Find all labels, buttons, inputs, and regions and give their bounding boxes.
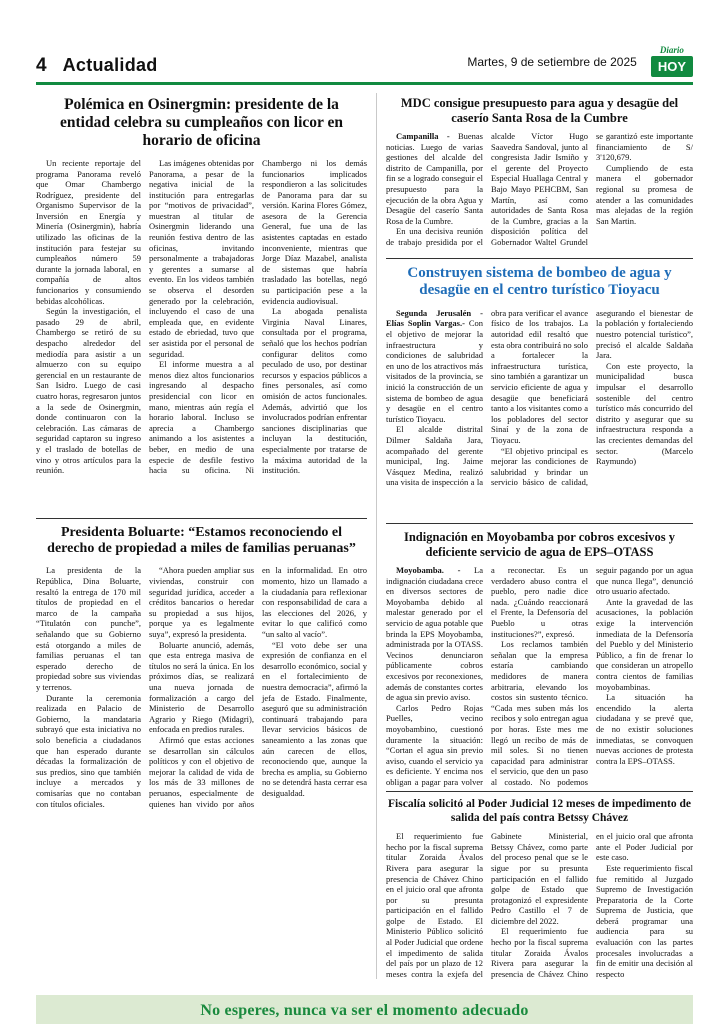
article-fiscalia	[386, 798, 693, 979]
logo-diario-label: Diario	[659, 45, 684, 55]
article-title: Polémica en Osinergmin: presidente de la entidad celebra su cumpleaños con licor en horario de oficina	[59, 96, 344, 149]
article-title: Construyen sistema de bombeo de agua y desagüe en el centro turístico Tioyacu	[407, 265, 672, 299]
article-paragraph: Carlos Pedro Rojas Puelles, vecino moyobambino, cuestionó duramente la situación: “Cortan el agua sin previo aviso, cuando el servicio ya es deficiente. Y encima nos obligan a pagar para volver a reconectar. Es un verdadero abuso contra el pueblo, pero nadie dice nada. ¿Cuándo reaccionará el Frente, la Defensoría del Pueblo u otras instituciones?”, expresó.	[386, 565, 588, 787]
section-divider	[386, 791, 693, 792]
article-paragraph: Las imágenes obtenidas por Panorama, a pesar de la negativa inicial de la institución para entregarlas por “motivos de privacidad”, muestran al titular de Osinergmin liderando una reunión festiva dentro de las oficinas, invitando personalmente a trabajadoras y gerentes a sumarse al evento. En los videos también se observa el desorden generado por la celebración, incluyendo el caso de una empleada que, en evidente estado de ebriedad, tuvo que ser asistida por el personal de seguridad.	[149, 157, 254, 359]
paragraph-text: La indignación ciudadana crece en diversos sectores de Moyobamba debido al malestar generado por el servicio de agua potable que brinda la EPS Moyobamba, administrada por la OTASS. Vecinos denunciaron públicamente cobros excesivos por reconexiones, además de constantes cortes de agua sin previo aviso.	[386, 565, 483, 703]
article-paragraph: La presidenta de la República, Dina Boluarte, resaltó la entrega de 170 mil títulos de propiedad en el marco de la campaña “Titulatón con punche”, señalando que su Gobierno está otorgando a miles de familias peruanas el tan esperado derecho de propiedad sobre sus viviendas y terrenos.	[36, 565, 141, 692]
section-divider	[36, 518, 367, 519]
dateline: Campanilla -	[396, 131, 458, 141]
article-body	[36, 565, 367, 809]
article-body	[386, 565, 693, 787]
section-title: Actualidad	[62, 55, 158, 75]
bottom-banner	[36, 995, 693, 1024]
article-paragraph: La abogada penalista Virginia Naval Linares, consultada por el programa, señaló que los hechos podrían configurar delitos como peculado de uso, por destinar recursos y espacios públicos a fines personales, así como omisión de actos funcionales. Además, advirtió que los involucrados podrían enfrentar sanciones disciplinarias que incluyan la destitución, especialmente por tratarse de la máxima autoridad de la institución.	[262, 306, 367, 476]
article-paragraph: Cumpliendo de esta manera el gobernador regional su promesa de atender a las comunidades mas alejadas de la región San Martin.	[596, 162, 693, 226]
article-paragraph: El requerimiento fue hecho por la fiscal suprema titular Zoraida Ávalos Rivera para asegurar la presencia de Chávez Chino en el juicio oral que afronta ante el Poder Judicial por este caso.	[491, 831, 693, 979]
paragraph-text: Buenas noticias. Luego de varias gestiones del alcalde del distrito de Campanilla, por fin se a logrado conseguir el presupuesto para la ejecución de la obra Agua y Desagüe del caserío Santa Rosa de la Cumbre.	[386, 131, 483, 226]
article-boluarte	[36, 525, 367, 961]
section-divider	[386, 523, 693, 524]
logo-hoy-badge: HOY	[651, 56, 693, 77]
article-paragraph	[386, 308, 483, 425]
article-paragraph: Este requerimiento fiscal fue remitido al Juzgado Supremo de Investigación Preparatoria de la Corte Suprema de Justicia, que deberá programar una audiencia para su evaluación con las partes procesales involucradas a fin de emitir una decisión al respecto	[596, 862, 693, 979]
article-paragraph: Boluarte anunció, además, que esta entrega masiva de títulos no será la única. En los próximos días, se realizará una nueva jornada de formalización a cargo del Ministerio de Desarrollo Agrario y Riego (Midagri), enfocada en predios rurales.	[149, 639, 254, 735]
article-paragraph: La situación ha encendido la alerta ciudadana y se prevé que, de no existir soluciones inmediatas, se convoquen nuevas acciones de protesta contra la EPS–OTASS.	[596, 692, 693, 766]
article-paragraph	[386, 565, 483, 703]
article-title: Indignación en Moyobamba por cobros excesivos y deficiente servicio de agua de EPS–OTASS	[403, 530, 676, 559]
article-paragraph	[386, 131, 483, 226]
dateline: Segunda Jerusalén - Elías Soplin Vargas.-	[386, 307, 483, 329]
article-paragraph: “El voto debe ser una expresión de confianza en el desarrollo económico, social y en el fortalecimiento de nuestra democracia”, afirmó la jefa de Estado. Finalmente, aseguró que su administración continuará trabajando para llevar servicios básicos de saneamiento a las zonas que aún carecen de ellos, reconociendo que, aunque la brecha es amplia, su Gobierno no se detendrá hasta cerrar esa desigualdad.	[262, 639, 367, 798]
article-paragraph: Durante la ceremonia realizada en Palacio de Gobierno, la mandataria subrayó que esta iniciativa no solo beneficia a ciudadanos que han esperado durante décadas la formalización de sus predios, sino que también incluye a mercados y comisarías que no contaban con títulos oficiales.	[36, 692, 141, 809]
article-body	[386, 308, 693, 488]
page-content	[36, 93, 693, 979]
article-paragraph: En una decisiva reunión de trabajo presidida por el alcalde Víctor Hugo Saavedra Sandoval, junto al congresista Jadir Ismiño y el gerente del Proyecto Especial Huallaga Central y Bajo Mayo PEHCBM, San Martín, así como autoridades de Santa Rosa de la Cumbre, gracias a la disposición política del Gobernador Waltel Grundel se garantizó este importante financiamiento de S/ 3'120,679.	[386, 131, 693, 247]
article-paragraph: “El objetivo principal es mejorar las condiciones de salubridad y brindar un servicio básico de calidad, asegurando el bienestar de la población y fortaleciendo nuestro potencial turístico”, precisó el alcalde Saldaña Jara.	[491, 307, 693, 488]
article-body	[36, 158, 367, 476]
section-divider	[386, 258, 693, 259]
article-paragraph: Los reclamos también señalan que la empresa estaría cambiando medidores de manera arbitraria, elevando los costos sin sustento técnico. “Cada mes suben más los recibos y solo entregan agua por horas. Este mes me llegó un recibo de más de mil soles. Si no tienen capacidad para administrar el servicio, que den un paso al costado. No podemos seguir pagando por un agua que nunca llega”, denunció otro usuario afectado.	[491, 565, 693, 787]
article-paragraph: Ante la gravedad de las acusaciones, la población exige la intervención inmediata de la Defensoría del Pueblo y del Ministerio Público, a fin de frenar lo que consideran un atropello contra cientos de familias moyobambinas.	[596, 596, 693, 692]
page-header	[36, 46, 693, 82]
header-left	[36, 55, 158, 77]
right-column	[376, 93, 693, 979]
newspaper-logo	[651, 46, 693, 77]
header-rule	[36, 82, 693, 85]
paragraph-text: Con el objetivo de mejorar la infraestructura y condiciones de salubridad en uno de los atractivos más visitados de la provincia, se inició la construcción de un sistema de bombeo de agua y desagüe en el centro turístico Tioyacu.	[386, 318, 483, 424]
article-title: MDC consigue presupuesto para agua y desagüe del caserío Santa Rosa de la Cumbre	[400, 96, 679, 125]
header-right	[467, 46, 693, 77]
article-tioyacu	[386, 265, 693, 519]
article-body	[386, 831, 693, 979]
article-paragraph: El alcalde distrital Dilmer Saldaña Jara, acompañado del gerente municipal, Ing. Jaime Vásquez Medina, realizó una visita de inspección a la obra para verificar el avance físico de los trabajos. La autoridad edil resaltó que esta obra contribuirá no solo a fortalecer la infraestructura turística, sino también a garantizar un servicio eficiente de agua y desagüe que beneficiará tanto a los visitantes como a los pobladores del sector Sinaí y de la zona de Tioyacu.	[386, 307, 588, 488]
article-paragraph: Según la investigación, el pasado 29 de abril, Chambergo se retiró de su despacho alrededor del mediodía para asistir a un almuerzo con su equipo gerencial en un restaurante de San Isidro. Luego de casi cuatro horas, regresaron juntos a la sede de Osinergmin, donde continuaron con la celebración. Las cámaras de seguridad captaron su ingreso y el traslado de botellas de vino y otros artículos para la reunión.	[36, 306, 141, 476]
article-title: Fiscalía solicitó al Poder Judicial 12 meses de impedimento de salida del país contra Betssy Chávez	[388, 798, 691, 824]
article-title: Presidenta Boluarte: “Estamos reconociendo el derecho de propiedad a miles de familias peruanas”	[47, 525, 356, 557]
banner-text: No esperes, nunca va ser el momento adecuado	[200, 1002, 529, 1020]
article-osinergmin	[36, 96, 367, 514]
article-paragraph: Afirmó que estas acciones se desarrollan sin cálculos políticos y con el objetivo de mejorar la calidad de vida de los más de 33 millones de peruanos, especialmente de quienes han vivido por años en la informalidad. En otro momento, hizo un llamado a la ciudadanía para reflexionar con responsabilidad de cara a las elecciones del 2026, y evitar lo que calificó como “un salto al vacío”.	[149, 565, 367, 809]
article-paragraph: “Ahora pueden ampliar sus viviendas, construir con seguridad jurídica, acceder a créditos bancarios o heredar su propiedad a sus hijos, porque ya es legalmente suya”, expresó la presidenta.	[149, 565, 254, 640]
article-mdc	[386, 96, 693, 254]
dateline: Moyobamba. -	[396, 565, 475, 575]
article-moyobamba	[386, 530, 693, 787]
article-body	[386, 131, 693, 248]
page-number: 4	[36, 55, 47, 76]
article-paragraph: El informe muestra a al menos diez altos funcionarios ingresando al despacho presidencial con licor en mano, mientras aún regía el horario laboral. Incluso se aprecia a Chambergo animando a los asistentes a beber, en medio de una especie de desfile festivo hacia su oficina. Ni Chambergo ni los demás funcionarios implicados respondieron a las solicitudes de Panorama para dar su versión. Karina Flores Gómez, asesora de la Gerencia General, fue una de las asistentes captadas en estado inconveniente, mientras que Jorge Díaz Mazabel, analista de sistemas que habría trasladado las botellas, negó su participación pese a la evidencia audiovisual.	[149, 157, 367, 476]
left-column	[36, 93, 376, 979]
article-paragraph: El requerimiento fue hecho por la fiscal suprema titular Zoraida Ávalos Rivera para asegurar la presencia de Chávez Chino en el juicio oral que afronta por su presunta participación en el fallido golpe de Estado. El Ministerio Público solicitó al Poder Judicial que ordene el impedimento de salida del país por un plazo de 12 meses contra la exjefa del Gabinete Ministerial, Betssy Chávez, como parte del proceso penal que se le sigue por su presunta participación en el fallido golpe de Estado que protagonizó el expresidente Pedro Castillo el 7 de diciembre del 2022.	[386, 831, 588, 979]
date: Martes, 9 de setiembre de 2025	[467, 54, 637, 69]
article-paragraph: Un reciente reportaje del programa Panorama reveló que Omar Chambergo Rodríguez, presidente del Organismo Supervisor de la Inversión en Energía y Minería (Osinergmin), habría utilizado las oficinas de la institución para festejar su cumpleaños número 59 durante la jornada laboral, en compañía de altos funcionarios y consumiendo bebidas alcohólicas.	[36, 157, 141, 306]
article-paragraph: Con este proyecto, la municipalidad busca impulsar el desarrollo sostenible del centro turístico más concurrido del distrito y asegurar que su infraestructura responda a las crecientes demandas del sector. (Marcelo Raymundo)	[596, 360, 693, 467]
